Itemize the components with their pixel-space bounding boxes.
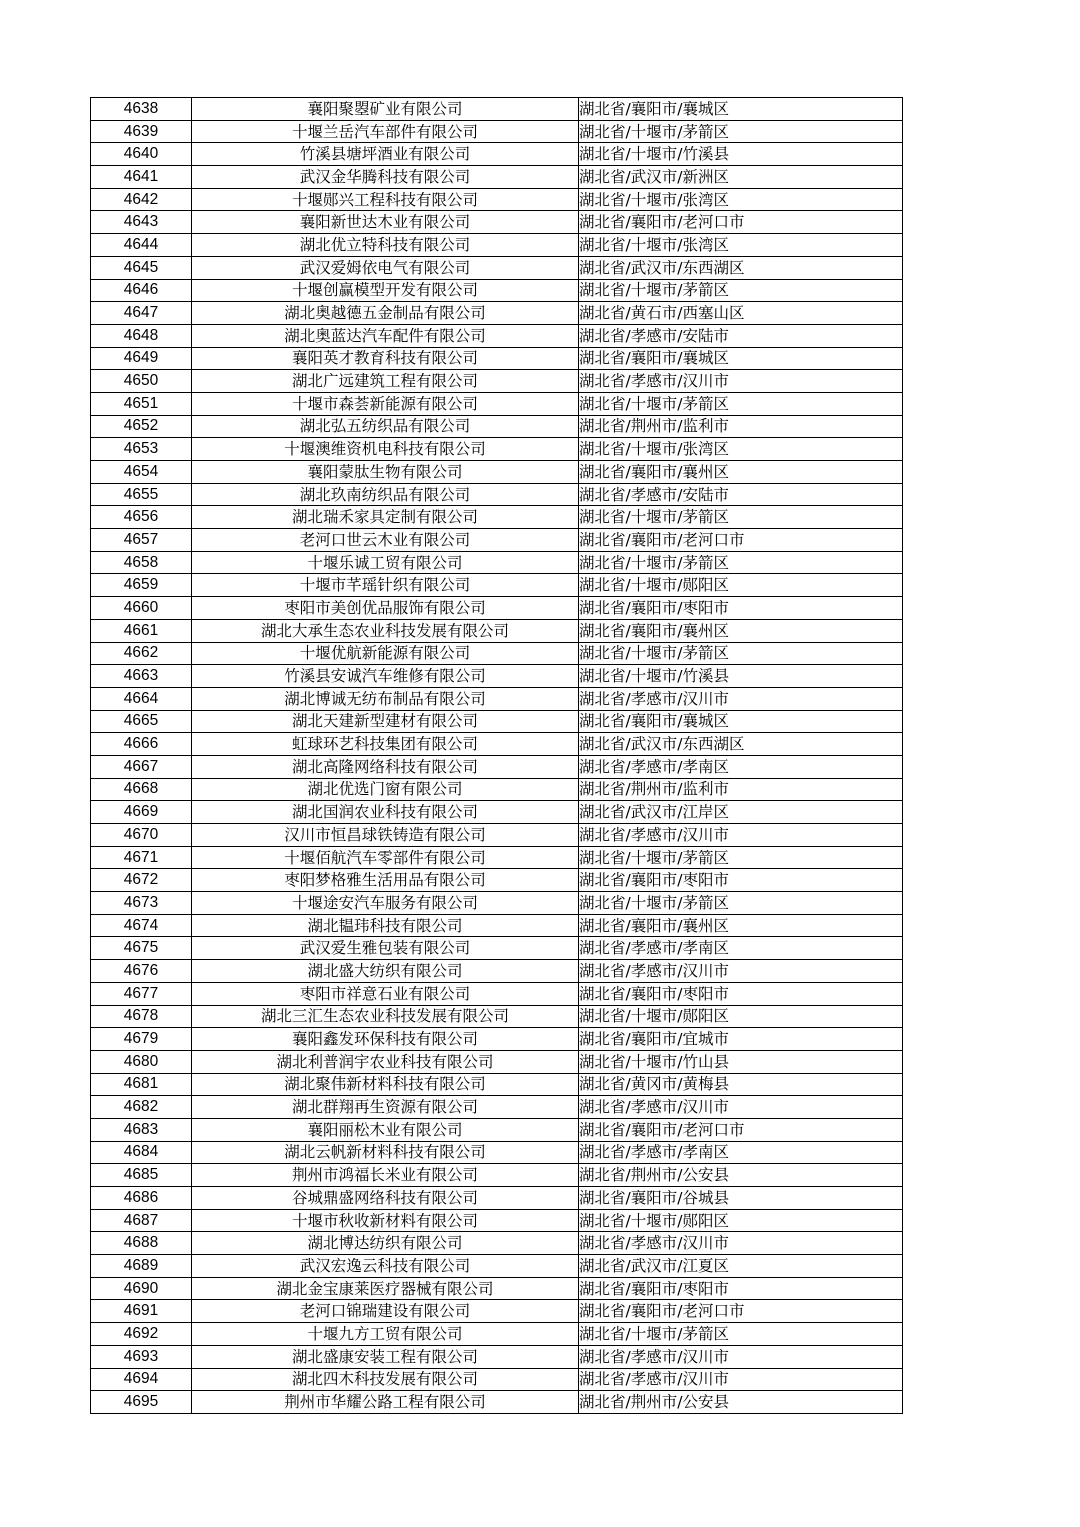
region-cell: 湖北省/孝感市/孝南区 — [579, 937, 903, 960]
table-row — [91, 619, 903, 642]
table-row — [91, 347, 903, 370]
table-row — [91, 1255, 903, 1278]
row-number-cell: 4661 — [91, 619, 192, 642]
company-name-cell: 湖北奥蓝达汽车配件有限公司 — [192, 324, 579, 347]
region-cell: 湖北省/十堰市/茅箭区 — [579, 642, 903, 665]
row-number-cell: 4654 — [91, 461, 192, 484]
company-name-cell: 枣阳市美创优品服饰有限公司 — [192, 597, 579, 620]
region-cell: 湖北省/黄石市/西塞山区 — [579, 302, 903, 325]
company-name-cell: 湖北弘五纺织品有限公司 — [192, 415, 579, 438]
row-number-cell: 4648 — [91, 324, 192, 347]
region-cell: 湖北省/荆州市/监利市 — [579, 415, 903, 438]
row-number-cell: 4663 — [91, 665, 192, 688]
region-cell: 湖北省/荆州市/公安县 — [579, 1391, 903, 1414]
region-cell: 湖北省/襄阳市/老河口市 — [579, 211, 903, 234]
row-number-cell: 4672 — [91, 869, 192, 892]
table-row — [91, 937, 903, 960]
row-number-cell: 4689 — [91, 1255, 192, 1278]
row-number-cell: 4677 — [91, 982, 192, 1005]
table-row — [91, 574, 903, 597]
row-number-cell: 4670 — [91, 824, 192, 847]
company-table — [90, 97, 903, 1414]
region-cell: 湖北省/十堰市/茅箭区 — [579, 846, 903, 869]
table-row — [91, 892, 903, 915]
table-row — [91, 1028, 903, 1051]
company-name-cell: 襄阳丽松木业有限公司 — [192, 1118, 579, 1141]
row-number-cell: 4638 — [91, 98, 192, 121]
table-row — [91, 710, 903, 733]
company-name-cell: 湖北奥越德五金制品有限公司 — [192, 302, 579, 325]
region-cell: 湖北省/襄阳市/谷城县 — [579, 1187, 903, 1210]
region-cell: 湖北省/十堰市/竹溪县 — [579, 665, 903, 688]
company-name-cell: 湖北优立特科技有限公司 — [192, 234, 579, 257]
company-name-cell: 湖北优选门窗有限公司 — [192, 778, 579, 801]
region-cell: 湖北省/十堰市/茅箭区 — [579, 892, 903, 915]
row-number-cell: 4653 — [91, 438, 192, 461]
table-row — [91, 529, 903, 552]
region-cell: 湖北省/武汉市/新洲区 — [579, 166, 903, 189]
region-cell: 湖北省/孝感市/汉川市 — [579, 1096, 903, 1119]
table-row — [91, 551, 903, 574]
company-name-cell: 湖北群翔再生资源有限公司 — [192, 1096, 579, 1119]
region-cell: 湖北省/孝感市/汉川市 — [579, 687, 903, 710]
region-cell: 湖北省/孝感市/汉川市 — [579, 960, 903, 983]
region-cell: 湖北省/十堰市/茅箭区 — [579, 1323, 903, 1346]
region-cell: 湖北省/孝感市/汉川市 — [579, 1232, 903, 1255]
table-row — [91, 1005, 903, 1028]
company-name-cell: 十堰市森荟新能源有限公司 — [192, 392, 579, 415]
row-number-cell: 4644 — [91, 234, 192, 257]
table-row — [91, 755, 903, 778]
table-row — [91, 846, 903, 869]
company-name-cell: 十堰兰岳汽车部件有限公司 — [192, 120, 579, 143]
row-number-cell: 4678 — [91, 1005, 192, 1028]
region-cell: 湖北省/襄阳市/襄城区 — [579, 98, 903, 121]
region-cell: 湖北省/武汉市/江岸区 — [579, 801, 903, 824]
company-name-cell: 十堰郧兴工程科技有限公司 — [192, 188, 579, 211]
row-number-cell: 4650 — [91, 370, 192, 393]
company-name-cell: 十堰优航新能源有限公司 — [192, 642, 579, 665]
company-name-cell: 襄阳鑫发环保科技有限公司 — [192, 1028, 579, 1051]
company-name-cell: 湖北大承生态农业科技发展有限公司 — [192, 619, 579, 642]
company-name-cell: 湖北盛大纺织有限公司 — [192, 960, 579, 983]
row-number-cell: 4651 — [91, 392, 192, 415]
table-row — [91, 733, 903, 756]
row-number-cell: 4667 — [91, 755, 192, 778]
row-number-cell: 4646 — [91, 279, 192, 302]
table-row — [91, 256, 903, 279]
table-row — [91, 461, 903, 484]
company-name-cell: 枣阳市祥意石业有限公司 — [192, 982, 579, 1005]
region-cell: 湖北省/武汉市/东西湖区 — [579, 256, 903, 279]
company-name-cell: 十堰途安汽车服务有限公司 — [192, 892, 579, 915]
table-row — [91, 302, 903, 325]
region-cell: 湖北省/十堰市/茅箭区 — [579, 392, 903, 415]
row-number-cell: 4656 — [91, 506, 192, 529]
table-row — [91, 211, 903, 234]
region-cell: 湖北省/十堰市/张湾区 — [579, 234, 903, 257]
row-number-cell: 4655 — [91, 483, 192, 506]
table-row — [91, 415, 903, 438]
row-number-cell: 4680 — [91, 1050, 192, 1073]
table-row — [91, 801, 903, 824]
row-number-cell: 4688 — [91, 1232, 192, 1255]
row-number-cell: 4639 — [91, 120, 192, 143]
region-cell: 湖北省/襄阳市/襄州区 — [579, 914, 903, 937]
row-number-cell: 4685 — [91, 1164, 192, 1187]
row-number-cell: 4641 — [91, 166, 192, 189]
row-number-cell: 4658 — [91, 551, 192, 574]
company-name-cell: 荆州市华耀公路工程有限公司 — [192, 1391, 579, 1414]
row-number-cell: 4694 — [91, 1368, 192, 1391]
region-cell: 湖北省/十堰市/茅箭区 — [579, 506, 903, 529]
region-cell: 湖北省/襄阳市/宜城市 — [579, 1028, 903, 1051]
region-cell: 湖北省/孝感市/孝南区 — [579, 755, 903, 778]
region-cell: 湖北省/襄阳市/老河口市 — [579, 529, 903, 552]
table-row — [91, 665, 903, 688]
region-cell: 湖北省/十堰市/郧阳区 — [579, 574, 903, 597]
company-name-cell: 湖北博诚无纺布制品有限公司 — [192, 687, 579, 710]
table-row — [91, 188, 903, 211]
company-name-cell: 湖北瑞禾家具定制有限公司 — [192, 506, 579, 529]
company-name-cell: 湖北盛康安装工程有限公司 — [192, 1345, 579, 1368]
table-row — [91, 1164, 903, 1187]
company-name-cell: 老河口锦瑞建设有限公司 — [192, 1300, 579, 1323]
row-number-cell: 4683 — [91, 1118, 192, 1141]
region-cell: 湖北省/十堰市/竹溪县 — [579, 143, 903, 166]
row-number-cell: 4662 — [91, 642, 192, 665]
region-cell: 湖北省/武汉市/东西湖区 — [579, 733, 903, 756]
row-number-cell: 4693 — [91, 1345, 192, 1368]
table-row — [91, 869, 903, 892]
row-number-cell: 4668 — [91, 778, 192, 801]
company-name-cell: 十堰九方工贸有限公司 — [192, 1323, 579, 1346]
region-cell: 湖北省/十堰市/郧阳区 — [579, 1209, 903, 1232]
company-name-cell: 十堰佰航汽车零部件有限公司 — [192, 846, 579, 869]
table-row — [91, 1300, 903, 1323]
company-name-cell: 十堰市秋收新材料有限公司 — [192, 1209, 579, 1232]
region-cell: 湖北省/襄阳市/襄州区 — [579, 619, 903, 642]
row-number-cell: 4666 — [91, 733, 192, 756]
table-row — [91, 642, 903, 665]
region-cell: 湖北省/孝感市/汉川市 — [579, 1345, 903, 1368]
table-row — [91, 120, 903, 143]
row-number-cell: 4671 — [91, 846, 192, 869]
region-cell: 湖北省/十堰市/张湾区 — [579, 438, 903, 461]
table-row — [91, 1391, 903, 1414]
row-number-cell: 4684 — [91, 1141, 192, 1164]
table-row — [91, 1187, 903, 1210]
row-number-cell: 4690 — [91, 1277, 192, 1300]
row-number-cell: 4649 — [91, 347, 192, 370]
table-row — [91, 1232, 903, 1255]
region-cell: 湖北省/十堰市/张湾区 — [579, 188, 903, 211]
region-cell: 湖北省/襄阳市/襄城区 — [579, 710, 903, 733]
table-row — [91, 1209, 903, 1232]
row-number-cell: 4660 — [91, 597, 192, 620]
row-number-cell: 4673 — [91, 892, 192, 915]
company-name-cell: 十堰创赢模型开发有限公司 — [192, 279, 579, 302]
region-cell: 湖北省/孝感市/汉川市 — [579, 824, 903, 847]
region-cell: 湖北省/孝感市/汉川市 — [579, 1368, 903, 1391]
table-row — [91, 1073, 903, 1096]
region-cell: 湖北省/十堰市/竹山县 — [579, 1050, 903, 1073]
region-cell: 湖北省/孝感市/安陆市 — [579, 483, 903, 506]
company-name-cell: 荆州市鸿福长米业有限公司 — [192, 1164, 579, 1187]
company-name-cell: 竹溪县安诚汽车维修有限公司 — [192, 665, 579, 688]
table-row — [91, 982, 903, 1005]
row-number-cell: 4647 — [91, 302, 192, 325]
company-name-cell: 湖北四木科技发展有限公司 — [192, 1368, 579, 1391]
row-number-cell: 4652 — [91, 415, 192, 438]
region-cell: 湖北省/襄阳市/老河口市 — [579, 1118, 903, 1141]
table-row — [91, 597, 903, 620]
region-cell: 湖北省/孝感市/安陆市 — [579, 324, 903, 347]
row-number-cell: 4645 — [91, 256, 192, 279]
company-name-cell: 湖北金宝康莱医疗器械有限公司 — [192, 1277, 579, 1300]
table-row — [91, 234, 903, 257]
table-row — [91, 687, 903, 710]
company-name-cell: 襄阳新世达木业有限公司 — [192, 211, 579, 234]
table-row — [91, 1277, 903, 1300]
table-row — [91, 506, 903, 529]
region-cell: 湖北省/孝感市/汉川市 — [579, 370, 903, 393]
row-number-cell: 4682 — [91, 1096, 192, 1119]
table-row — [91, 1141, 903, 1164]
company-name-cell: 湖北天建新型建材有限公司 — [192, 710, 579, 733]
table-row — [91, 1345, 903, 1368]
row-number-cell: 4692 — [91, 1323, 192, 1346]
row-number-cell: 4657 — [91, 529, 192, 552]
table-row — [91, 1050, 903, 1073]
company-name-cell: 枣阳梦格雅生活用品有限公司 — [192, 869, 579, 892]
region-cell: 湖北省/十堰市/郧阳区 — [579, 1005, 903, 1028]
table-row — [91, 824, 903, 847]
company-name-cell: 湖北云帆新材料科技有限公司 — [192, 1141, 579, 1164]
table-row — [91, 98, 903, 121]
table-row — [91, 279, 903, 302]
table-row — [91, 483, 903, 506]
row-number-cell: 4674 — [91, 914, 192, 937]
company-name-cell: 十堰乐诚工贸有限公司 — [192, 551, 579, 574]
table-row — [91, 392, 903, 415]
company-name-cell: 襄阳蒙肽生物有限公司 — [192, 461, 579, 484]
region-cell: 湖北省/荆州市/公安县 — [579, 1164, 903, 1187]
company-name-cell: 湖北广远建筑工程有限公司 — [192, 370, 579, 393]
row-number-cell: 4676 — [91, 960, 192, 983]
company-name-cell: 十堰澳维资机电科技有限公司 — [192, 438, 579, 461]
region-cell: 湖北省/襄阳市/襄州区 — [579, 461, 903, 484]
company-name-cell: 武汉宏逸云科技有限公司 — [192, 1255, 579, 1278]
row-number-cell: 4686 — [91, 1187, 192, 1210]
region-cell: 湖北省/荆州市/监利市 — [579, 778, 903, 801]
row-number-cell: 4695 — [91, 1391, 192, 1414]
region-cell: 湖北省/黄冈市/黄梅县 — [579, 1073, 903, 1096]
region-cell: 湖北省/襄阳市/枣阳市 — [579, 597, 903, 620]
company-name-cell: 谷城鼎盛网络科技有限公司 — [192, 1187, 579, 1210]
table-row — [91, 438, 903, 461]
company-table-body — [91, 98, 903, 1414]
region-cell: 湖北省/襄阳市/老河口市 — [579, 1300, 903, 1323]
region-cell: 湖北省/襄阳市/枣阳市 — [579, 1277, 903, 1300]
table-row — [91, 370, 903, 393]
company-name-cell: 十堰市芊瑶针织有限公司 — [192, 574, 579, 597]
region-cell: 湖北省/襄阳市/枣阳市 — [579, 982, 903, 1005]
company-name-cell: 老河口世云木业有限公司 — [192, 529, 579, 552]
row-number-cell: 4675 — [91, 937, 192, 960]
table-row — [91, 1368, 903, 1391]
company-name-cell: 襄阳英才教育科技有限公司 — [192, 347, 579, 370]
row-number-cell: 4664 — [91, 687, 192, 710]
row-number-cell: 4687 — [91, 1209, 192, 1232]
company-name-cell: 湖北博达纺织有限公司 — [192, 1232, 579, 1255]
company-name-cell: 武汉金华腾科技有限公司 — [192, 166, 579, 189]
company-name-cell: 襄阳聚曌矿业有限公司 — [192, 98, 579, 121]
region-cell: 湖北省/襄阳市/襄城区 — [579, 347, 903, 370]
company-name-cell: 湖北三汇生态农业科技发展有限公司 — [192, 1005, 579, 1028]
table-row — [91, 324, 903, 347]
region-cell: 湖北省/十堰市/茅箭区 — [579, 551, 903, 574]
region-cell: 湖北省/十堰市/茅箭区 — [579, 120, 903, 143]
table-row — [91, 1096, 903, 1119]
row-number-cell: 4691 — [91, 1300, 192, 1323]
company-name-cell: 竹溪县塘坪酒业有限公司 — [192, 143, 579, 166]
row-number-cell: 4642 — [91, 188, 192, 211]
row-number-cell: 4643 — [91, 211, 192, 234]
row-number-cell: 4679 — [91, 1028, 192, 1051]
region-cell: 湖北省/孝感市/孝南区 — [579, 1141, 903, 1164]
row-number-cell: 4669 — [91, 801, 192, 824]
table-row — [91, 1323, 903, 1346]
company-name-cell: 湖北玖南纺织品有限公司 — [192, 483, 579, 506]
row-number-cell: 4640 — [91, 143, 192, 166]
company-name-cell: 湖北聚伟新材料科技有限公司 — [192, 1073, 579, 1096]
company-name-cell: 湖北韫玮科技有限公司 — [192, 914, 579, 937]
company-name-cell: 武汉爱生雅包装有限公司 — [192, 937, 579, 960]
row-number-cell: 4659 — [91, 574, 192, 597]
region-cell: 湖北省/襄阳市/枣阳市 — [579, 869, 903, 892]
table-row — [91, 778, 903, 801]
table-row — [91, 143, 903, 166]
company-name-cell: 湖北国润农业科技有限公司 — [192, 801, 579, 824]
table-row — [91, 1118, 903, 1141]
table-row — [91, 914, 903, 937]
company-name-cell: 汉川市恒昌球铁铸造有限公司 — [192, 824, 579, 847]
company-name-cell: 湖北高隆网络科技有限公司 — [192, 755, 579, 778]
table-row — [91, 166, 903, 189]
company-name-cell: 虹球环艺科技集团有限公司 — [192, 733, 579, 756]
region-cell: 湖北省/十堰市/茅箭区 — [579, 279, 903, 302]
company-name-cell: 武汉爱姆依电气有限公司 — [192, 256, 579, 279]
row-number-cell: 4681 — [91, 1073, 192, 1096]
company-name-cell: 湖北利普润宇农业科技有限公司 — [192, 1050, 579, 1073]
table-row — [91, 960, 903, 983]
region-cell: 湖北省/武汉市/江夏区 — [579, 1255, 903, 1278]
row-number-cell: 4665 — [91, 710, 192, 733]
